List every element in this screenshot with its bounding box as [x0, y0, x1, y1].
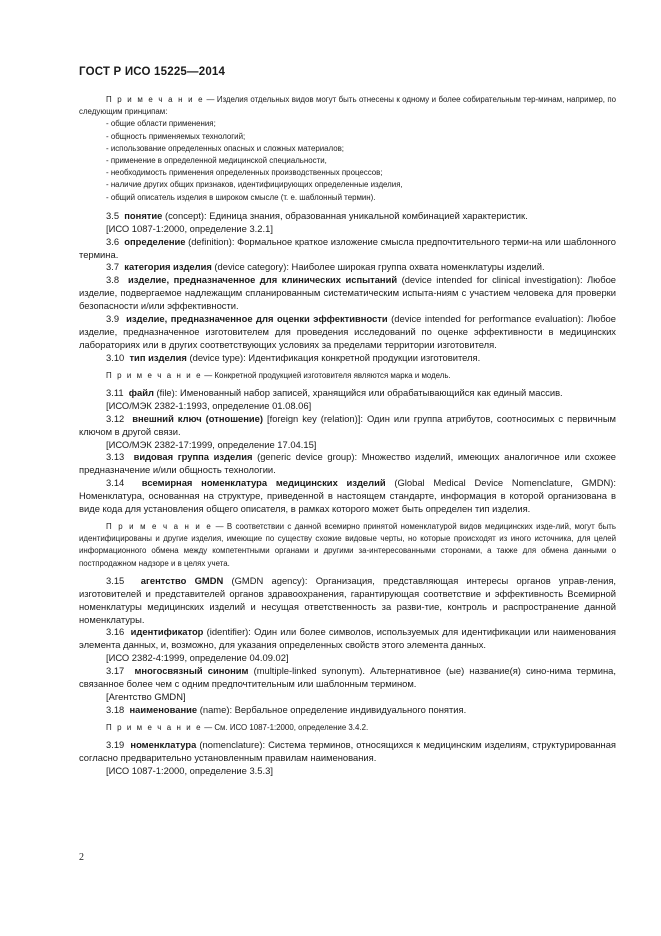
- definition-3-19: 3.19 номенклатура (nomenclature): Система терминов, относящихся к медицинским изделиям, структурированная согласно предварительно установленным правилам наименования.: [79, 738, 616, 763]
- note-1-list: [106, 118, 616, 203]
- definition-3-14: 3.14 всемирная номенклатура медицинских изделий (Global Medical Device Nomenclature, GMDN): Номенклатура, основанная на структуре, приведенной в настоящем стандарте, информация в которой организована в виде кода для установления общего описателя, в рамках которого может быть определен тип изделия.: [79, 477, 616, 515]
- list-item: - применение в определенной медицинской специальности,: [106, 156, 327, 166]
- definition-3-12: 3.12 внешний ключ (отношение) [foreign key (relation)]: Один или группа атрибутов, соотносимых с первичным ключом в другой связи.: [79, 412, 616, 437]
- definition-3-17: 3.17 многосвязный синоним (multiple-linked synonym). Альтернативное (ые) название(я) сино-нима термина, связанное более чем с одним предпочтительным или шаблонным термином.: [79, 665, 616, 690]
- page-content: [79, 94, 616, 778]
- definition-3-10: 3.10 тип изделия (device type): Идентификация конкретной продукции изготовителя.: [106, 351, 481, 363]
- note-label: П р и м е ч а н и е: [106, 370, 203, 380]
- reference-3-16: [ИСО 2382-4:1999, определение 04.09.02]: [106, 652, 289, 664]
- note-label: П р и м е ч а н и е: [106, 95, 205, 104]
- document-header: ГОСТ Р ИСО 15225—2014: [79, 66, 226, 78]
- note-2: П р и м е ч а н и е — Конкретной продукцией изготовителя являются марка и модель.: [106, 370, 451, 380]
- definition-3-9: 3.9 изделие, предназначенное для оценки эффективности (device intended for performance evaluation): Любое изделие, предназначенное изготовителем для проведения исследований по оценке эффективности в медицинских лабораториях или в других соответствующих условиях за пределами территории изготовителя.: [79, 313, 616, 350]
- definition-3-6: 3.6 определение (definition): Формальное краткое изложение смысла предпочтительного терми-на или шаблонного термина.: [79, 235, 616, 260]
- note-label: П р и м е ч а н и е: [106, 521, 213, 531]
- definition-3-7: 3.7 категория изделия (device category): Наиболее широкая группа охвата номенклатуры изделий.: [106, 261, 545, 273]
- reference-3-12: [ИСО/МЭК 2382-17:1999, определение 17.04.15]: [106, 438, 317, 450]
- note-1: П р и м е ч а н и е — Изделия отдельных видов могут быть отнесены к одному и более собирательным тер-минам, например, по следующим принципам:: [79, 95, 616, 117]
- definition-3-13: 3.13 видовая группа изделия (generic device group): Множество изделий, имеющих аналогичное или схожее предназначение и/или общность технологии.: [79, 451, 616, 476]
- list-item: - общий описатель изделия в широком смысле (т. е. шаблонный термин).: [106, 192, 376, 202]
- reference-3-11: [ИСО/МЭК 2382-1:1993, определение 01.08.06]: [106, 399, 312, 411]
- page-number: 2: [79, 852, 84, 863]
- definition-3-15: 3.15 агентство GMDN (GMDN agency): Организация, представляющая интересы органов управ-ления, изготовителей и представителей органов здравоохранения, гарантирующая соответствие и эффективность Всемирной номенклатуры медицинских изделий и несущая ответственность за разви-тие, контроль и распространение данной номенклатуры.: [79, 574, 616, 625]
- reference-3-17: [Агентство GMDN]: [106, 690, 186, 702]
- reference-3-19: [ИСО 1087-1:2000, определение 3.5.3]: [106, 764, 273, 776]
- definition-3-16: 3.16 идентификатор (identifier): Один или более символов, используемых для идентификации или наименования элемента данных, и, возможно, для указания определенных свойств этого элемента данных.: [79, 626, 616, 651]
- definition-3-18: 3.18 наименование (name): Вербальное определение индивидуального понятия.: [106, 703, 467, 715]
- note-label: П р и м е ч а н и е: [106, 722, 203, 732]
- reference-3-5: [ИСО 1087-1:2000, определение 3.2.1]: [106, 222, 273, 234]
- list-item: - общие области применения;: [106, 119, 216, 129]
- definition-3-5: 3.5 понятие (concept): Единица знания, образованная уникальной комбинацией характеристик.: [106, 209, 528, 221]
- list-item: - общность применяемых технологий;: [106, 131, 246, 141]
- list-item: - необходимость применения определенных производственных процессов;: [106, 168, 383, 178]
- list-item: - наличие других общих признаков, идентифицирующих определенные изделия,: [106, 180, 403, 190]
- note-3: П р и м е ч а н и е — В соответствии с данной всемирно принятой номенклатурой видов медицинских изде-лий, могут быть идентифицированы и другие изделия, имеющие по существу схожие видовые черты, но которые происходят из иного источника, для целей информационного обмена между компетентными органами и другими за-интересованными сторонами, а также для обмена данными о постпродажном надзоре и в целях учета.: [79, 521, 616, 568]
- note-4: П р и м е ч а н и е — См. ИСО 1087-1:2000, определение 3.4.2.: [106, 722, 369, 732]
- definition-3-8: 3.8 изделие, предназначенное для клинических испытаний (device intended for clinical investigation): Любое изделие, подвергаемое надлежащим спланированным систематическим испыта-ниям с участием человека для проверки безопасности и/или эффективности.: [79, 274, 616, 312]
- definition-3-11: 3.11 файл (file): Именованный набор записей, хранящийся или обрабатывающийся как единый массив.: [106, 386, 563, 398]
- list-item: - использование определенных опасных и сложных материалов;: [106, 143, 344, 153]
